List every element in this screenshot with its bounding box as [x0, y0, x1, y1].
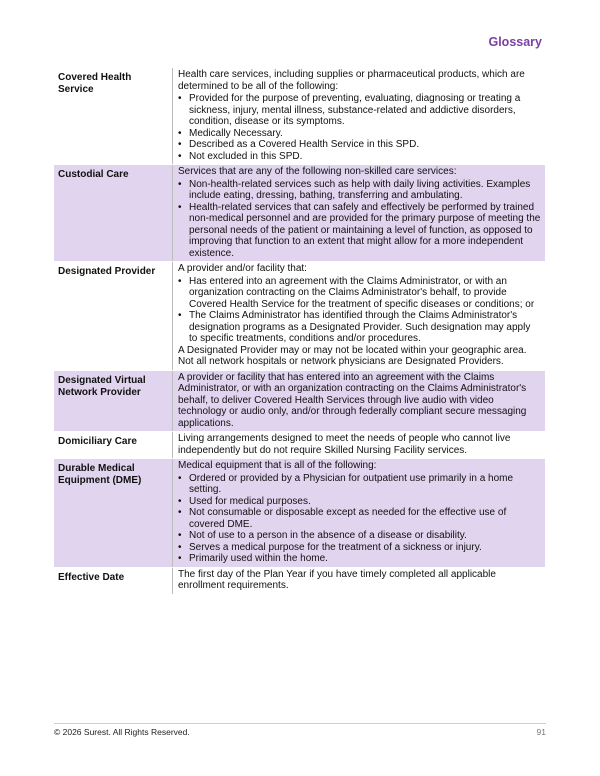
definition-bullet: • The Claims Administrator has identified through the Claims Administrator's designation programs as a Designated Provider. Such designation may apply to specific treatments, conditions and/or procedures.: [189, 310, 541, 345]
definition-intro: A provider and/or facility that:: [178, 263, 307, 274]
glossary-term: Covered Health Service: [58, 72, 132, 95]
page-title: Glossary: [488, 35, 542, 49]
definition-bullet: • Medically Necessary.: [189, 128, 541, 140]
glossary-row: [54, 567, 545, 594]
glossary-definition: [172, 459, 545, 567]
glossary-definition: [172, 165, 545, 261]
definition-bullet: • Primarily used within the home.: [189, 553, 541, 565]
definition-intro: The first day of the Plan Year if you have timely completed all applicable enrollment requirements.: [178, 568, 496, 591]
glossary-definition: [172, 371, 545, 432]
glossary-term: Designated Provider: [58, 266, 156, 277]
glossary-row: [54, 458, 545, 567]
definition-intro: Services that are any of the following non-skilled care services:: [178, 166, 457, 177]
definition-bullet: • Non-health-related services such as help with daily living activities. Examples include eating, dressing, bathing, transferring and ambulating.: [189, 179, 541, 202]
definition-intro: Health care services, including supplies or pharmaceutical products, which are determined to be all of the following:: [178, 69, 525, 92]
definition-bullet: • Provided for the purpose of preventing, evaluating, diagnosing or treating a sickness, injury, mental illness, substance-related and addictive disorders, condition, disease or its symptoms.: [189, 93, 541, 128]
definition-bullet: • Not excluded in this SPD.: [189, 151, 541, 163]
glossary-table: [54, 68, 545, 594]
definition-bullet-list: [178, 276, 541, 345]
glossary-term: Designated Virtual Network Provider: [58, 374, 146, 398]
glossary-row: [54, 164, 545, 261]
definition-bullet: • Ordered or provided by a Physician for outpatient use primarily in a home setting.: [189, 473, 541, 496]
definition-bullet: • Has entered into an agreement with the Claims Administrator, or with an organization contracting on the Claims Administrator's behalf, to provide Covered Health Service for the treatment of specific diseases or conditions; or: [189, 276, 541, 311]
definition-bullet: • Not consumable or disposable except as needed for the effective use of covered DME.: [189, 507, 541, 530]
definition-bullet-list: [178, 179, 541, 260]
glossary-definition: [172, 432, 545, 458]
glossary-definition: [172, 68, 545, 164]
glossary-row: [54, 370, 545, 432]
definition-bullet-list: [178, 473, 541, 565]
glossary-row: [54, 261, 545, 370]
definition-note: A Designated Provider may or may not be located within your geographic area. Not all network hospitals or network physicians are Designated Providers.: [178, 344, 527, 367]
glossary-definition: [172, 262, 545, 370]
definition-bullet: • Health-related services that can safely and effectively be performed by trained non-medical personnel and are provided for the primary purpose of meeting the personal needs of the patient or maintaining a level of function, as opposed to improving that function to an extent that might allow for a more independent existence.: [189, 202, 541, 260]
glossary-term: Durable Medical Equipment (DME): [58, 463, 142, 486]
copyright-text: © 2026 Surest. All Rights Reserved.: [54, 727, 190, 737]
glossary-term: Domiciliary Care: [58, 436, 137, 447]
glossary-definition: [172, 568, 545, 594]
glossary-term: Custodial Care: [58, 169, 129, 180]
definition-bullet: • Not of use to a person in the absence of a disease or disability.: [189, 530, 541, 542]
definition-bullet: • Described as a Covered Health Service in this SPD.: [189, 139, 541, 151]
definition-bullet-list: [178, 93, 541, 162]
glossary-term: Effective Date: [58, 571, 125, 583]
definition-intro: A provider or facility that has entered into an agreement with the Claims Administrator, or with an organization contracting on the Claims Administrator's behalf, to deliver Covered Health Services through live audio with video technology or audio only, and/or through federally compliant secure messaging applications.: [178, 371, 527, 429]
page-footer: [54, 723, 546, 737]
definition-intro: Medical equipment that is all of the following:: [178, 460, 377, 471]
page-number: 91: [536, 727, 546, 737]
glossary-row: [54, 68, 545, 164]
glossary-row: [54, 431, 545, 458]
definition-bullet: • Serves a medical purpose for the treatment of a sickness or injury.: [189, 542, 541, 554]
definition-bullet: • Used for medical purposes.: [189, 496, 541, 508]
definition-intro: Living arrangements designed to meet the needs of people who cannot live independently but do not require Skilled Nursing Facility services.: [178, 433, 511, 456]
